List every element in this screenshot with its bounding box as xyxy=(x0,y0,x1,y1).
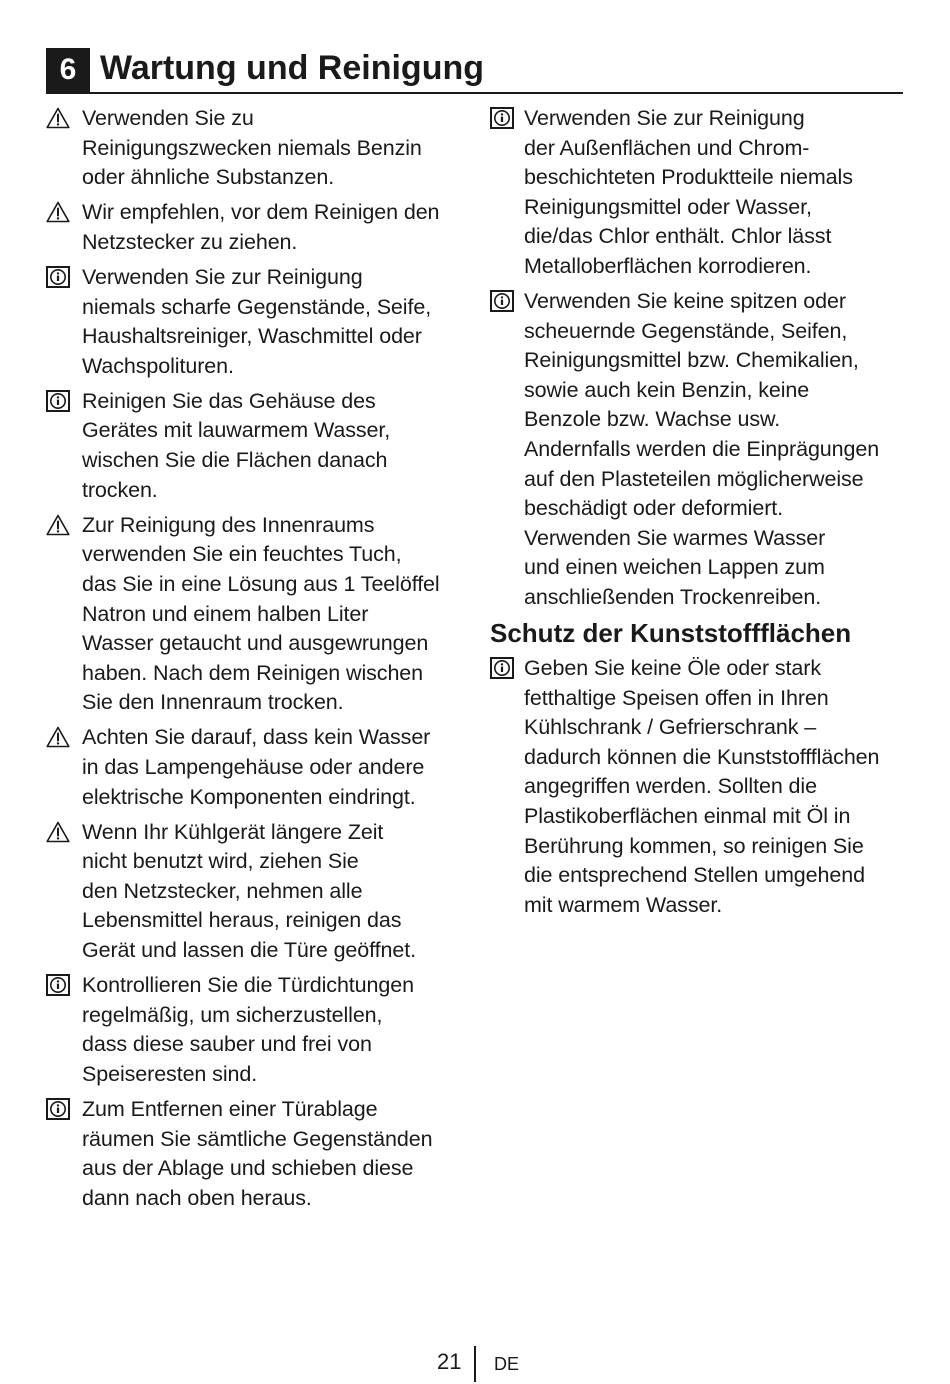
list-item-text: Reinigen Sie das Gehäuse des Gerätes mit lauwarmem Wasser, wischen Sie die Flächen danach trocken. xyxy=(82,388,391,502)
list-item xyxy=(46,104,466,193)
info-icon xyxy=(46,390,70,412)
list-item-text: Geben Sie keine Öle oder stark fetthaltige Speisen offen in Ihren Kühlschrank / Gefrierschrank – dadurch können die Kunststoffflächen angegriffen werden. Sollten die Plastikoberflächen einmal mit Öl in Berührung kommen, so reinigen Sie die entsprechend Stellen umgehend mit warmem Wasser. xyxy=(524,656,880,917)
list-item-text: Verwenden Sie zu Reinigungszwecken niemals Benzin oder ähnliche Substanzen. xyxy=(82,106,422,190)
info-icon xyxy=(490,290,514,312)
list-item xyxy=(490,287,906,613)
section-header xyxy=(46,46,903,94)
warning-icon xyxy=(46,107,70,129)
right-column xyxy=(490,104,906,926)
list-item xyxy=(46,818,466,966)
list-item-text: Wir empfehlen, vor dem Reinigen den Netzstecker zu ziehen. xyxy=(82,200,440,254)
left-column xyxy=(46,104,466,1219)
section-number: 6 xyxy=(46,48,90,92)
warning-icon xyxy=(46,726,70,748)
list-item-text: Achten Sie darauf, dass kein Wasser in das Lampengehäuse oder andere elektrische Komponenten eindringt. xyxy=(82,725,431,809)
list-item xyxy=(46,511,466,718)
warning-icon xyxy=(46,514,70,536)
right-column-list xyxy=(490,104,906,613)
list-item-text: Verwenden Sie zur Reinigung niemals scharfe Gegenstände, Seife, Haushaltsreiniger, Waschmittel oder Wachspolituren. xyxy=(82,264,432,378)
list-item xyxy=(490,104,906,282)
section-title: Wartung und Reinigung xyxy=(100,49,484,87)
page-number: 21 xyxy=(437,1349,462,1374)
list-item xyxy=(46,198,466,257)
info-icon xyxy=(490,657,514,679)
subsection-title: Schutz der Kunststoffflächen xyxy=(490,618,852,649)
subsection-list xyxy=(490,654,906,920)
warning-icon xyxy=(46,201,70,223)
info-icon xyxy=(490,107,514,129)
warning-icon xyxy=(46,821,70,843)
info-icon xyxy=(46,1098,70,1120)
list-item xyxy=(46,263,466,381)
language-code: DE xyxy=(494,1354,520,1374)
list-item-text: Zur Reinigung des Innenraums verwenden Sie ein feuchtes Tuch, das Sie in eine Lösung aus 1 Teelöffel Natron und einem halben Liter Wasser getaucht und ausgewrungen haben. Nach dem Reinigen wischen Sie den Innenraum trocken. xyxy=(82,512,440,715)
list-item-text: Verwenden Sie keine spitzen oder scheuernde Gegenstände, Seifen, Reinigungsmittel bzw. Chemikalien, sowie auch kein Benzin, keine Benzole bzw. Wachse usw. Andernfalls werden die Einprägungen auf den Plasteteilen möglicherweise beschädigt oder deformiert. Verwenden Sie warmes Wasser und einen weichen Lappen zum anschließenden Trockenreiben. xyxy=(524,289,880,609)
list-item xyxy=(490,654,906,920)
list-item xyxy=(46,971,466,1089)
footer-divider xyxy=(474,1346,476,1382)
list-item-text: Verwenden Sie zur Reinigung der Außenflächen und Chrom- beschichteten Produktteile niemals Reinigungsmittel oder Wasser, die/das Chlor enthält. Chlor lässt Metalloberflächen korrodieren. xyxy=(524,106,853,278)
list-item xyxy=(46,387,466,505)
info-icon xyxy=(46,974,70,996)
info-icon xyxy=(46,266,70,288)
page-footer xyxy=(0,1344,950,1384)
list-item-text: Kontrollieren Sie die Türdichtungen regelmäßig, um sicherzustellen, dass diese sauber und frei von Speiseresten sind. xyxy=(82,973,414,1086)
list-item-text: Zum Entfernen einer Türablage räumen Sie sämtliche Gegenständen aus der Ablage und schieben diese dann nach oben heraus. xyxy=(82,1097,433,1210)
list-item xyxy=(46,723,466,812)
list-item-text: Wenn Ihr Kühlgerät längere Zeit nicht benutzt wird, ziehen Sie den Netzstecker, nehmen alle Lebensmittel heraus, reinigen das Gerät und lassen die Türe geöffnet. xyxy=(82,819,416,963)
list-item xyxy=(46,1095,466,1213)
